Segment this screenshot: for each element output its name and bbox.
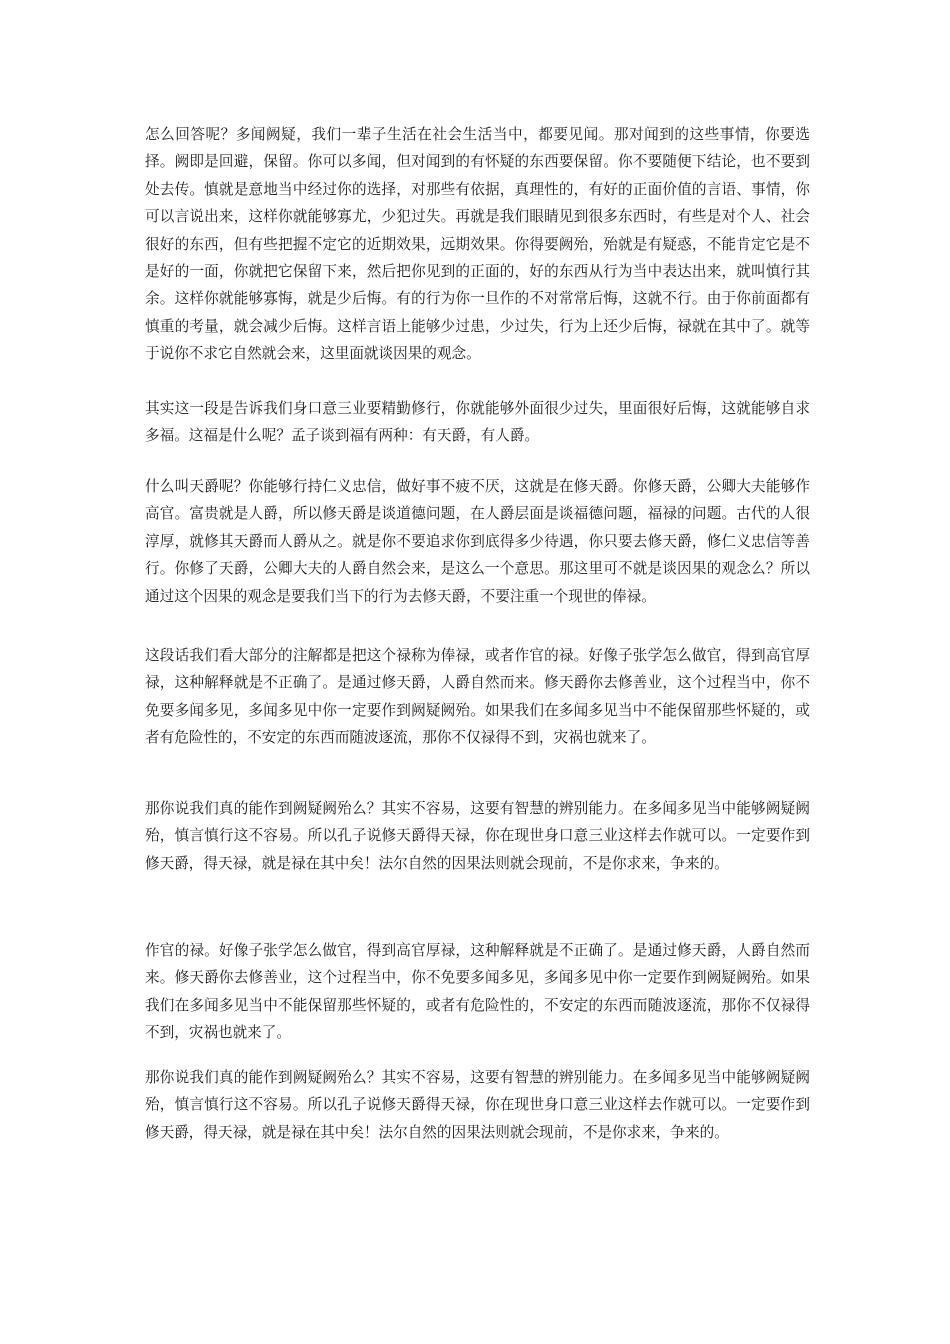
- paragraph-3: 什么叫天爵呢？你能够行持仁义忠信，做好事不疲不厌，这就是在修天爵。你修天爵，公卿大夫能够作高官。富贵就是人爵，所以修天爵是谈道德问题，在人爵层面是谈福德问题，福禄的问题。古代的人很淳厚，就修其天爵而人爵从之。就是你不要追求你到底得多少待遇，你只要去修天爵，修仁义忠信等善行。你修了天爵，公卿大夫的人爵自然会来，是这么一个意思。那这里可不就是谈因果的观念么？所以通过这个因果的观念是要我们当下的行为去修天爵，不要注重一个现世的俸禄。: [145, 478, 810, 605]
- paragraph-1: 怎么回答呢？多闻阙疑，我们一辈子生活在社会生活当中，都要见闻。那对闻到的这些事情，你要选择。阙即是回避，保留。你可以多闻，但对闻到的有怀疑的东西要保留。你不要随便下结论，也不要到处去传。慎就是意地当中经过你的选择，对那些有依据，真理性的，有好的正面价值的言语、事情，你可以言说出来，这样你就能够寡尤，少犯过失。再就是我们眼睛见到很多东西时，有些是对个人、社会很好的东西，但有些把握不定它的近期效果，远期效果。你得要阙殆，殆就是有疑惑，不能肯定它是不是好的一面，你就把它保留下来，然后把你见到的正面的，好的东西从行为当中表达出来，就叫慎行其余。这样你就能够寡悔，就是少后悔。有的行为你一旦作的不对常常后悔，这就不行。由于你前面都有慎重的考量，就会减少后悔。这样言语上能够少过患，少过失，行为上还少后悔，禄就在其中了。就等于说你不求它自然就会来，这里面就谈因果的观念。: [145, 126, 810, 363]
- paragraph-7: 那你说我们真的能作到阙疑阙殆么？其实不容易，这要有智慧的辨别能力。在多闻多见当中能够阙疑阙殆，慎言慎行这不容易。所以孔子说修天爵得天禄，你在现世身口意三业这样去作就可以。一定要作到修天爵，得天禄，就是禄在其中矣！法尔自然的因果法则就会现前，不是你求来，争来的。: [145, 1069, 810, 1141]
- paragraph-4: 这段话我们看大部分的注解都是把这个禄称为俸禄，或者作官的禄。好像子张学怎么做官，得到高官厚禄，这种解释就是不正确了。是通过修天爵，人爵自然而来。修天爵你去修善业，这个过程当中，你不免要多闻多见，多闻多见中你一定要作到阙疑阙殆。如果我们在多闻多见当中不能保留那些怀疑的，或者有危险性的，不安定的东西而随波逐流，那你不仅禄得不到，灾祸也就来了。: [145, 647, 810, 747]
- paragraph-6: 作官的禄。好像子张学怎么做官，得到高官厚禄，这种解释就是不正确了。是通过修天爵，人爵自然而来。修天爵你去修善业，这个过程当中，你不免要多闻多见，多闻多见中你一定要作到阙疑阙殆。如果我们在多闻多见当中不能保留那些怀疑的，或者有危险性的，不安定的东西而随波逐流，那你不仅禄得不到，灾祸也就来了。: [145, 942, 810, 1042]
- paragraph-5: 那你说我们真的能作到阙疑阙殆么？其实不容易，这要有智慧的辨别能力。在多闻多见当中能够阙疑阙殆，慎言慎行这不容易。所以孔子说修天爵得天禄，你在现世身口意三业这样去作就可以。一定要作到修天爵，得天禄，就是禄在其中矣！法尔自然的因果法则就会现前，不是你求来，争来的。: [145, 800, 810, 872]
- paragraph-2: 其实这一段是告诉我们身口意三业要精勤修行，你就能够外面很少过失，里面很好后悔，这就能够自求多福。这福是什么呢？孟子谈到福有两种：有天爵，有人爵。: [145, 400, 810, 445]
